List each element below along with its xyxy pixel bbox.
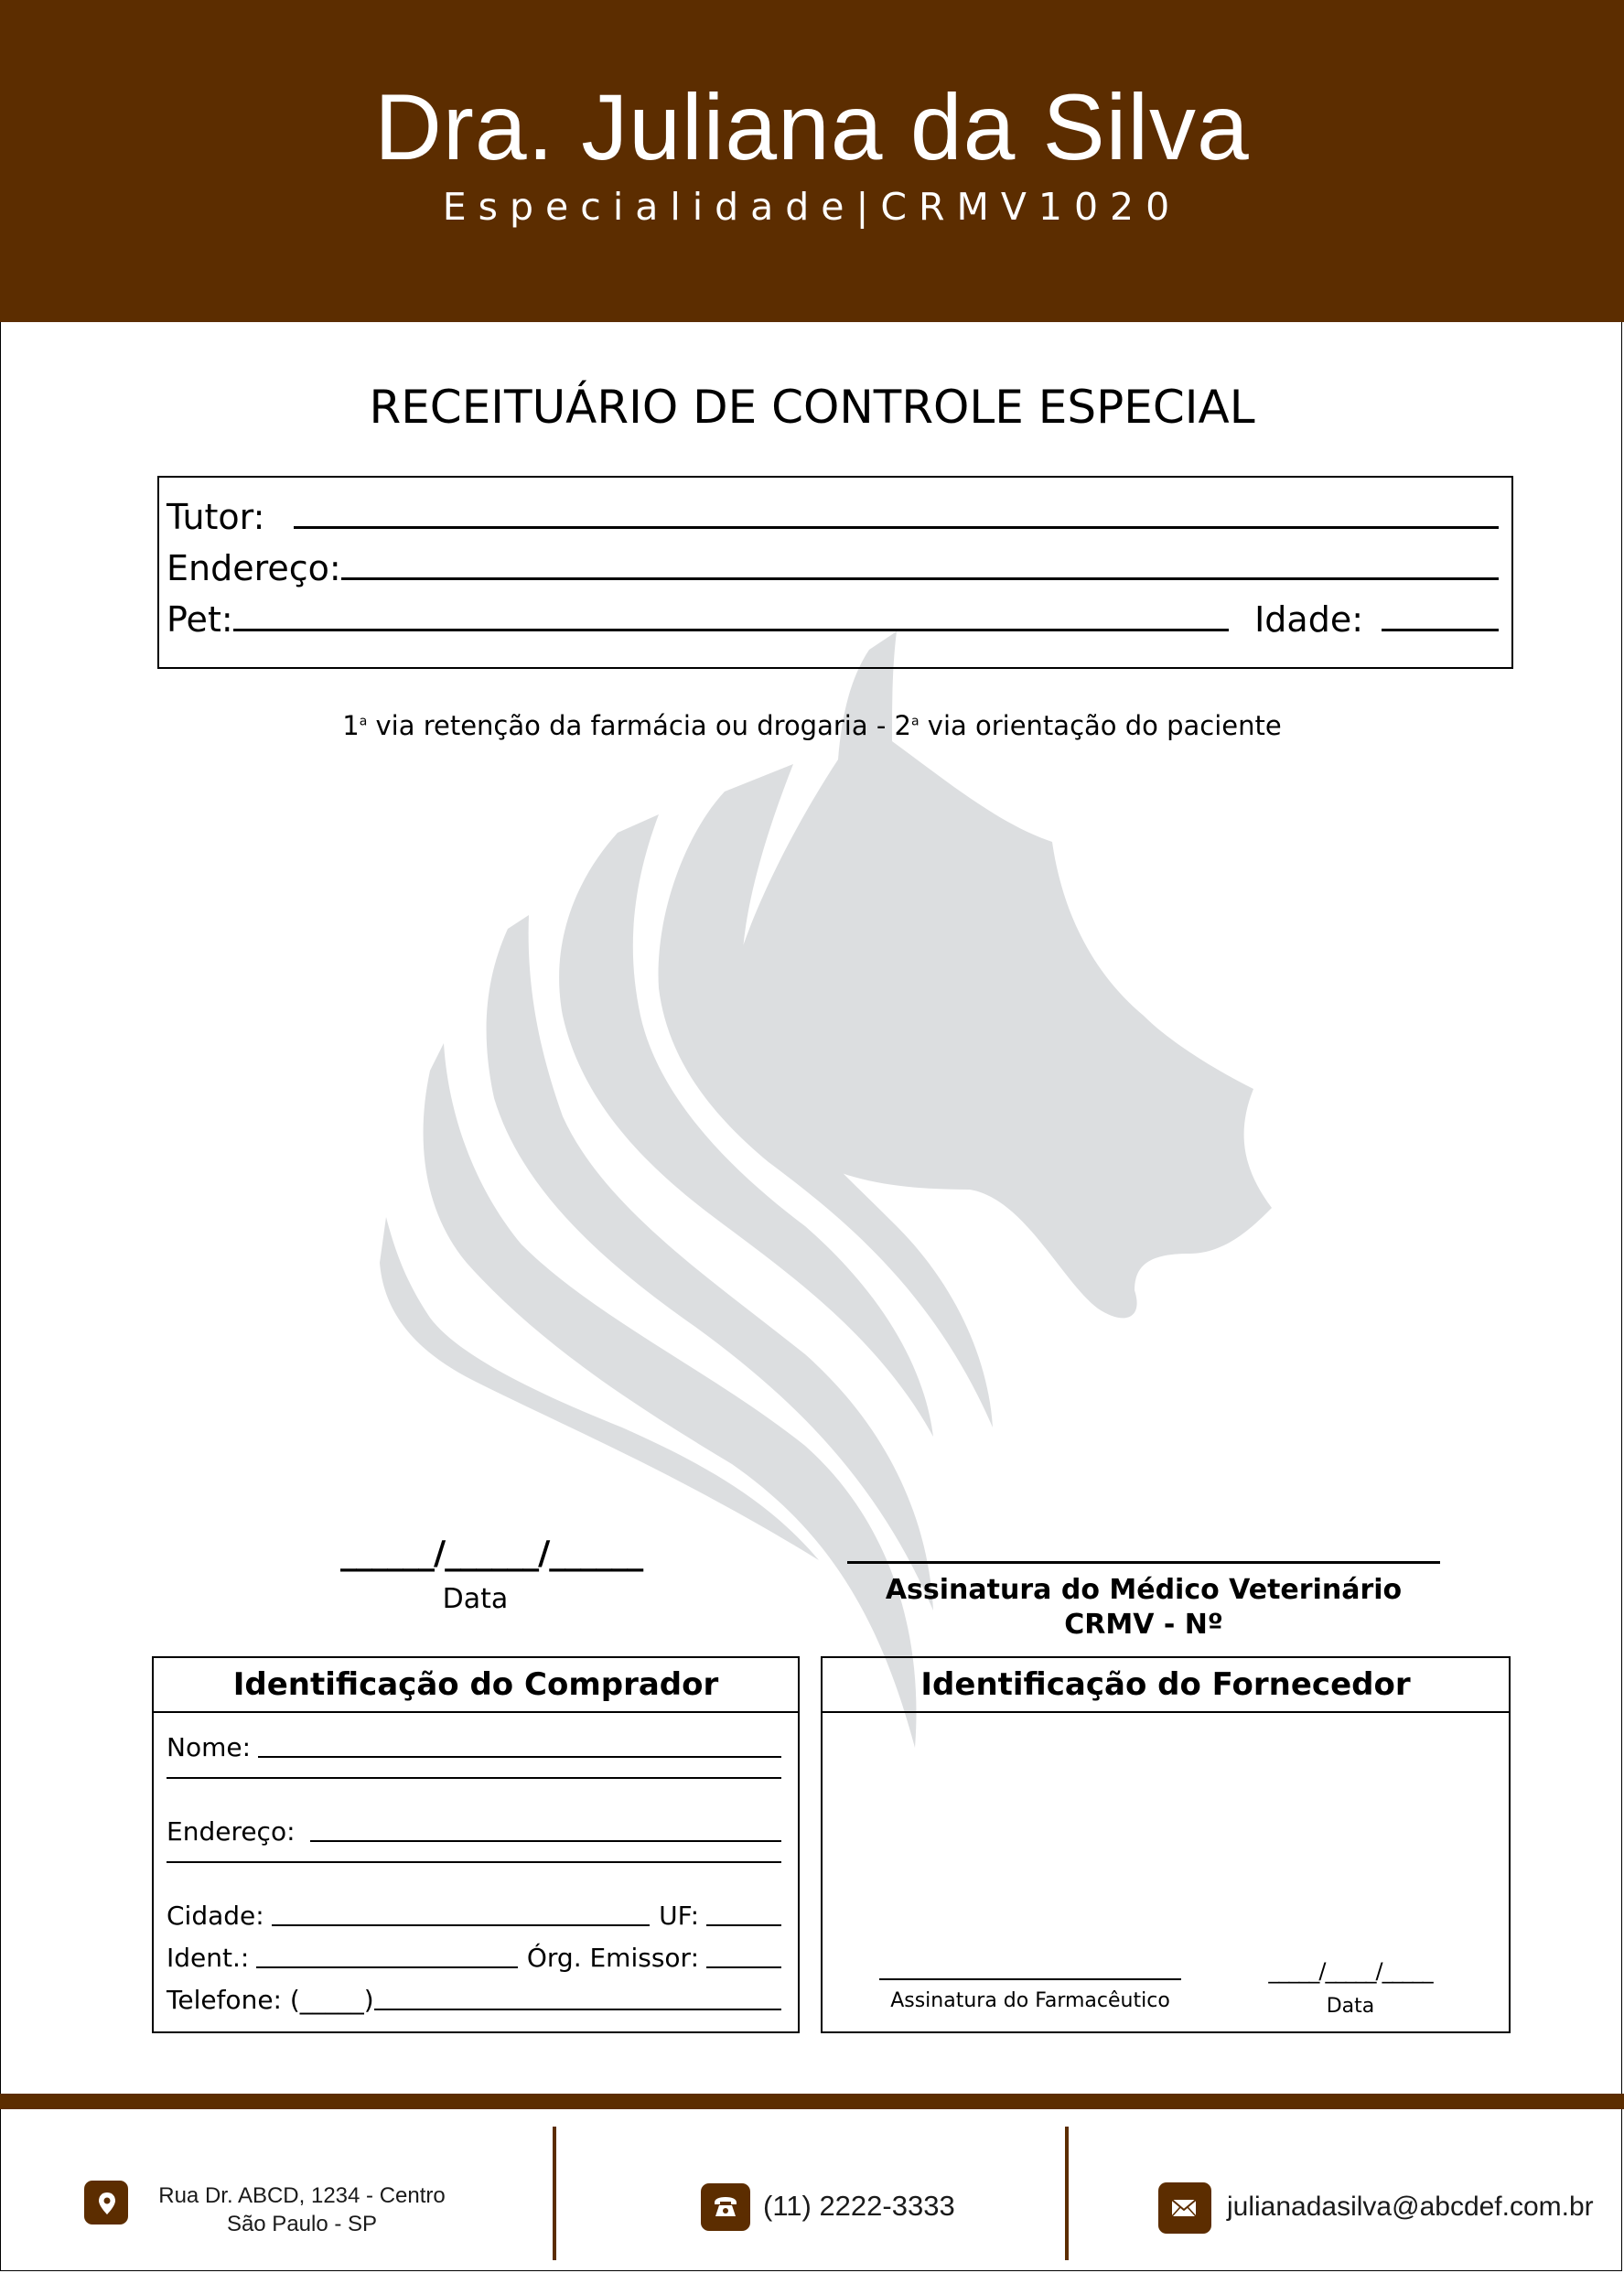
buyer-city-field[interactable]: [272, 1924, 650, 1926]
envelope-icon: [1158, 2182, 1211, 2234]
tutor-label: Tutor:: [167, 497, 265, 537]
copy-routing-note: [0, 710, 1624, 741]
vet-signature-block: [842, 1561, 1446, 1642]
document-title: RECEITUÁRIO DE CONTROLE ESPECIAL: [369, 381, 1255, 434]
supplier-date-caption: Data: [1326, 1995, 1375, 2018]
buyer-uf-field[interactable]: [706, 1924, 781, 1926]
pet-row: [167, 599, 1499, 640]
buyer-city-label: Cidade:: [167, 1901, 264, 1931]
buyer-address-field[interactable]: [310, 1840, 781, 1842]
supplier-heading: Identificação do Fornecedor: [823, 1658, 1509, 1713]
buyer-address-label: Endereço:: [167, 1816, 296, 1847]
location-pin-icon: [84, 2181, 128, 2225]
footer-address: [137, 2181, 467, 2238]
buyer-name-row-2: [167, 1777, 781, 1782]
address-row: [167, 548, 1499, 588]
age-label: Idade:: [1254, 599, 1363, 640]
vet-signature-line[interactable]: [847, 1561, 1440, 1564]
second-copy-text: via orientação do paciente: [927, 710, 1282, 741]
buyer-name-row: [167, 1732, 781, 1762]
footer-address-line1: Rua Dr. ABCD, 1234 - Centro: [158, 2183, 446, 2208]
date-caption: Data: [442, 1583, 509, 1615]
pet-field[interactable]: [233, 629, 1229, 631]
tutor-row: [167, 497, 1499, 537]
footer-phone[interactable]: (11) 2222-3333: [763, 2190, 955, 2222]
vet-signature-label: Assinatura do Médico Veterinário: [885, 1574, 1403, 1606]
header-banner: [0, 0, 1624, 322]
vet-crmv-label: CRMV - Nº: [1064, 1608, 1223, 1641]
buyer-phone-row: [167, 1985, 781, 2015]
first-copy-text: via retenção da farmácia ou drogaria - 2: [375, 710, 911, 741]
address-field[interactable]: [341, 577, 1499, 580]
buyer-phone-field[interactable]: [374, 2009, 781, 2010]
footer-bar: [0, 2094, 1624, 2109]
address-label: Endereço:: [167, 548, 341, 588]
buyer-address-row: [167, 1816, 781, 1847]
buyer-name-label: Nome:: [167, 1732, 252, 1762]
supplier-date-block: [1249, 1960, 1452, 2018]
age-field[interactable]: [1382, 629, 1499, 631]
buyer-id-row: [167, 1945, 781, 1971]
buyer-id-field[interactable]: [256, 1966, 518, 1968]
first-copy-ordinal: a: [359, 714, 368, 729]
buyer-name-field-2[interactable]: [167, 1777, 781, 1779]
footer-divider-2: [1065, 2127, 1069, 2260]
buyer-city-row: [167, 1903, 781, 1929]
buyer-name-field[interactable]: [258, 1756, 781, 1758]
buyer-issuer-label: Órg. Emissor:: [526, 1943, 699, 1973]
buyer-address-row-2: [167, 1861, 781, 1866]
footer-divider-1: [553, 2127, 556, 2260]
date-field[interactable]: ______/______/______: [340, 1535, 643, 1572]
mane-strand-5: [380, 1217, 819, 1560]
pharmacist-signature-block: [879, 1978, 1181, 2012]
buyer-identification-box: [152, 1656, 800, 2033]
buyer-heading: Identificação do Comprador: [154, 1658, 798, 1713]
telephone-icon: [701, 2183, 750, 2231]
doctor-name: Dra. Juliana da Silva: [374, 75, 1250, 179]
footer-email[interactable]: julianadasilva@abcdef.com.br: [1227, 2192, 1594, 2222]
pharmacist-signature-line[interactable]: [879, 1978, 1181, 1980]
buyer-phone-label: Telefone: (_____): [167, 1985, 374, 2015]
buyer-address-field-2[interactable]: [167, 1861, 781, 1863]
specialty-crmv: Especialidade|CRMV1020: [442, 185, 1182, 229]
first-copy-number: 1: [342, 710, 360, 741]
supplier-identification-box: [821, 1656, 1511, 2033]
supplier-date-field[interactable]: _____/_____/_____: [1268, 1958, 1433, 1984]
buyer-uf-label: UF:: [659, 1901, 699, 1931]
prescription-date: [340, 1535, 643, 1615]
second-copy-ordinal: a: [910, 714, 920, 729]
tutor-field[interactable]: [294, 526, 1499, 529]
patient-info-box: [157, 476, 1513, 669]
buyer-id-label: Ident.:: [167, 1943, 250, 1973]
footer-address-line2: São Paulo - SP: [226, 2212, 378, 2237]
pharmacist-signature-label: Assinatura do Farmacêutico: [890, 1989, 1170, 2012]
buyer-issuer-field[interactable]: [706, 1966, 781, 1968]
pet-label: Pet:: [167, 599, 233, 640]
